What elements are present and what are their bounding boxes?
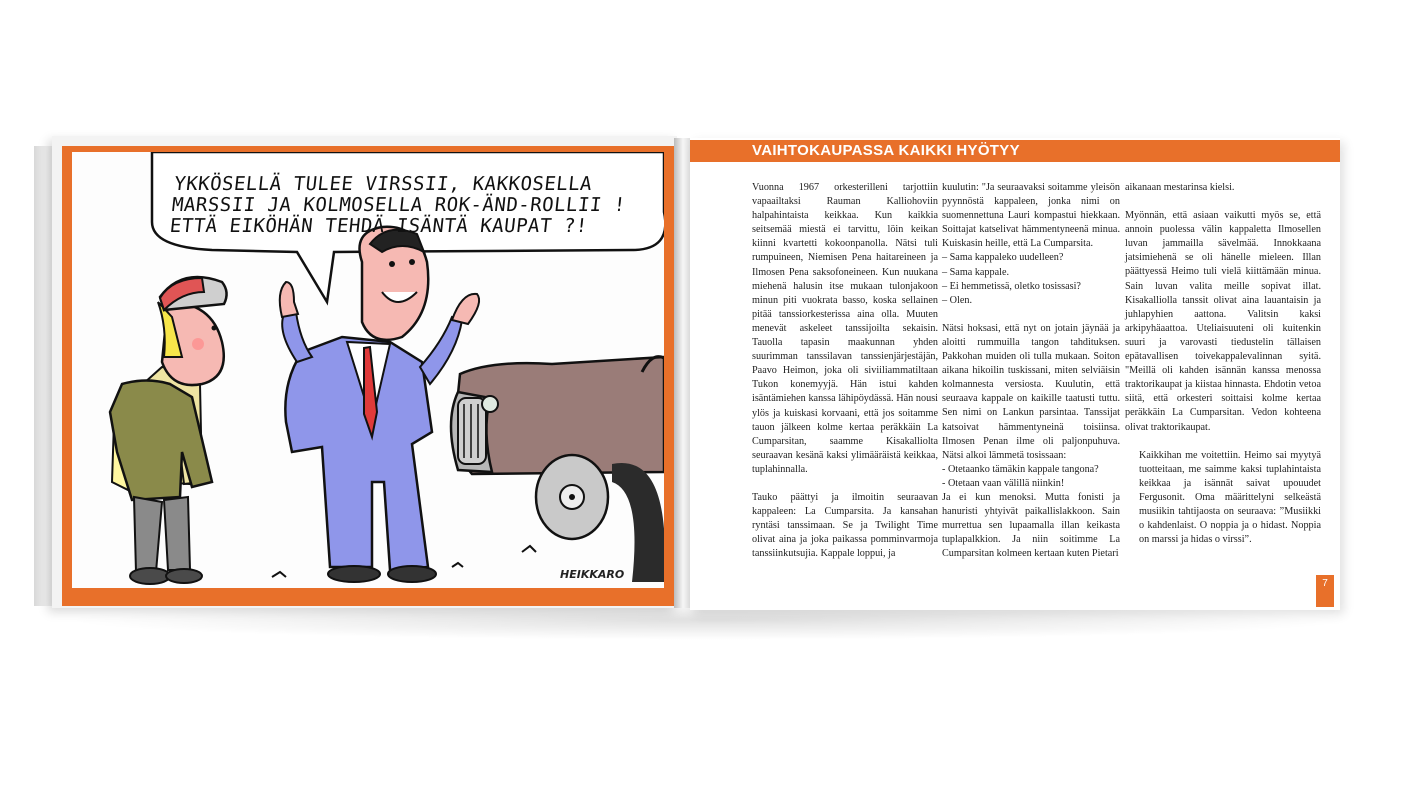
article-title: VAIHTOKAUPASSA KAIKKI HYÖTYY bbox=[752, 142, 1020, 159]
speech-line: MARSSII JA KOLMOSELLA ROK-ÄND-ROLLII ! bbox=[170, 194, 627, 216]
speech-line: ETTÄ EIKÖHÄN TEHDÄ ISÄNTÄ KAUPAT ?! bbox=[168, 215, 589, 237]
paragraph: Tauko päättyi ja ilmoitin seuraavan kappaleen: La Cumparsita. Ja kansahan ryntäsi tanssimaan. Se ja Twilight Time olivat aina ja joka paikassa pomminvarmoja tanssiinkutsujia. Kappale loppui, ja bbox=[752, 491, 938, 560]
page-number: 7 bbox=[1322, 578, 1328, 589]
dialogue-line: – Ei hemmetissä, oletko tosissasi? bbox=[942, 280, 1081, 292]
paragraph: Myönnän, että asiaan vaikutti myös se, että annoin puolessa välin kappaletta Ilmosellen luvan jammailla sävelmää. Innokkaana jatsimiehenä se oli hänelle mieleen. Illan päättyessä Heimo tuli vielä kiittämään minua. Sain luvan valita meille sopivat illat. Kisakalliolla tanssit olivat aina lauantaisin ja juhlapyhien aattona. Valitsin kaksi arkipyhäaattoa. Uteliaisuuteni oli kuitenkin suuri ja varovasti tiedustelin tällaisen epätavallisen toivekappalevalinnan syitä. "Meillä oli kahden isännän kanssa menossa traktorikaupat ja kiistaa hinnasta. Ehdotin vetoa siitä, että orkesteri soittaisi kolme kertaa peräkkäin La Cumparsitan. Vedon kohteena olivat traktorikaupat. bbox=[1125, 210, 1321, 433]
paragraph: Vuonna 1967 orkesterilleni tarjottiin vapaailtaksi Rauman Kalliohoviin halpahintaista keikkaa. Kun kaikkia seitsemää miestä ei tarvittu, löin keikan kiinni kvartetti kokoonpanolla. Nätsi tuli rumpuineen, Niemisen Pena haitareineen ja Ilmosen Pena saksofoneineen. Kun nuukana miehenä halusin itse mukaan tulonjakoon minun piti vuokrata basso, koska sellainen pitää tanssiorkesterissa aina olla. Muuten menevät askeleet tanssijoilta sekaisin. Tauolla tapasin maakunnan yhden suurimman tanssilavan tanssienjärjestäjän, Paavo Heimon, joka oli siviiliammatiltaan Tukon konemyyjä. Hän istui kahden isäntämiehen kanssa lähipöydässä. Hän nousi ylös ja kuiskasi korvaani, että jos soitamme tauon jälkeen kolme kertaa peräkkäin La Cumparsitan, saamme Kisakalliolta seuraavan kesänä kaksi ylimääräistä keikkaa, tuplahinnalla. bbox=[752, 182, 938, 475]
salesman-illustration bbox=[280, 227, 479, 582]
paragraph: kuulutin: "Ja seuraavaksi soitamme yleisön pyynnöstä kappaleen, jonka nimi on suomennettuna Lauri kompastui hiekkaan. Soittajat katselivat hämmentyneenä minua. Kuiskasin heille, että La Cumparsita. bbox=[942, 182, 1120, 250]
text-column-2 bbox=[942, 181, 1120, 561]
dialogue-line: – Sama kappale. bbox=[942, 266, 1010, 278]
speech-bubble-text bbox=[169, 174, 636, 237]
artist-signature: HEIKKARO bbox=[560, 568, 625, 581]
dialogue-line: - Otetaanko tämäkin kappale tangona? bbox=[942, 463, 1099, 475]
dialogue-line: – Olen. bbox=[942, 294, 972, 306]
text-column-1 bbox=[752, 181, 938, 561]
text-column-3 bbox=[1125, 181, 1321, 547]
farmer-illustration bbox=[110, 277, 227, 584]
paragraph: aikanaan mestarinsa kielsi. bbox=[1125, 182, 1235, 193]
dialogue-line: – Sama kappaleko uudelleen? bbox=[942, 252, 1064, 264]
paragraph: Ja ei kun menoksi. Mutta fonisti ja hanuristi yhtyivät paikallislakkoon. Sain murrettua sen lupaamalla illan keikasta tuplapalkkion. Ja niin soitimme La Cumparsitan kolmeen kertaan kuten Pietari bbox=[942, 491, 1120, 560]
comic-panel bbox=[72, 152, 664, 588]
paragraph: Nätsi hoksasi, että nyt on jotain jäynää ja aloitti rummuilla tangon tahdituksen. Pakkohan muiden oli tulla mukaan. Soiton aikana hikoilin tuskissani, miten selviäisin kolmannesta versiosta. Kuulutin, että seuraava kappale on kaikille taatusti tuttu. Sen nimi on Lankun parsintaa. Tanssijat katsoivat hämmentyneinä toisiinsa. Ilmosen Penan ilme oli paljonpuhuva. Nätsi alkoi lämmetä tosissaan: bbox=[942, 322, 1120, 461]
dialogue-line: - Otetaan vaan välillä niinkin! bbox=[942, 477, 1065, 489]
speech-line: YKKÖSELLÄ TULEE VIRSSII, KAKKOSELLA bbox=[173, 173, 594, 195]
paragraph: Kaikkihan me voitettiin. Heimo sai myytyä tuotteitaan, me saimme kaksi tuplahintaista keikkaa ja isännät saivat upouudet Fergusonit. Oma määrittelyni selkeästä musiikin tahtijaosta on seuraava: ”Musiikki o kahdenlaist. O noppia ja o hidast. Noppia on marssi ja hidas o virssi”. bbox=[1139, 449, 1321, 546]
tractor-illustration bbox=[451, 357, 664, 582]
